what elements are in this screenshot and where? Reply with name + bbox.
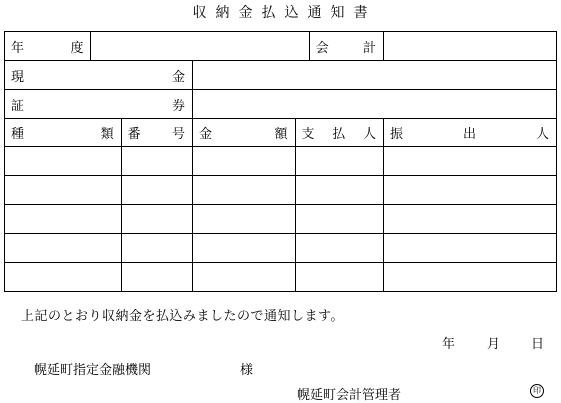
- date-day-label: 日: [531, 337, 545, 352]
- securities-label-1: 証: [11, 98, 25, 114]
- drawer-cell[interactable]: [384, 234, 557, 263]
- amount-cell[interactable]: [193, 176, 296, 205]
- payer-cell[interactable]: [295, 176, 383, 205]
- fiscal-year-label-cell: [5, 32, 91, 61]
- document-title: 収納金払込通知書: [192, 5, 377, 21]
- row-securities: [5, 90, 557, 119]
- number-cell[interactable]: [121, 263, 192, 292]
- table-row: [5, 147, 557, 176]
- table-row: [5, 263, 557, 292]
- date-month-label: 月: [487, 337, 501, 352]
- drawer-header-1: 振: [390, 127, 404, 142]
- number-header-2: 号: [171, 127, 185, 142]
- number-header-1: 番: [127, 127, 141, 142]
- cash-label-2: 金: [171, 69, 185, 85]
- payer-header-1: 支: [301, 127, 315, 142]
- type-cell[interactable]: [5, 176, 122, 205]
- type-cell[interactable]: [5, 234, 122, 263]
- sender-title: 幌延町会計管理者: [297, 388, 402, 403]
- date-year-label: 年: [442, 337, 456, 352]
- row-cash: [5, 61, 557, 90]
- col-header-amount: [193, 119, 296, 147]
- addressee-honorific: 様: [240, 363, 254, 378]
- type-header-1: 種: [11, 127, 25, 142]
- fiscal-year-value-cell[interactable]: [91, 32, 309, 61]
- table-row: [5, 234, 557, 263]
- table-row: [5, 176, 557, 205]
- payer-cell[interactable]: [295, 234, 383, 263]
- fiscal-year-label-2: 度: [70, 40, 84, 56]
- amount-header-1: 金: [199, 127, 213, 142]
- drawer-header-3: 人: [535, 127, 549, 142]
- drawer-header-2: 出: [462, 127, 476, 142]
- accounting-label-1: 会: [315, 40, 329, 56]
- type-cell[interactable]: [5, 205, 122, 234]
- securities-label-2: 券: [171, 98, 185, 114]
- fiscal-year-label-1: 年: [11, 40, 25, 56]
- col-header-payer: [295, 119, 383, 147]
- payer-cell[interactable]: [295, 205, 383, 234]
- type-cell[interactable]: [5, 263, 122, 292]
- type-header-2: 類: [100, 127, 114, 142]
- amount-cell[interactable]: [193, 234, 296, 263]
- securities-value-cell[interactable]: [193, 90, 557, 119]
- amount-cell[interactable]: [193, 147, 296, 176]
- number-cell[interactable]: [121, 176, 192, 205]
- col-header-number: [121, 119, 192, 147]
- drawer-cell[interactable]: [384, 147, 557, 176]
- cash-label-1: 現: [11, 69, 25, 85]
- row-fiscal-year: [5, 32, 557, 61]
- notice-text: 上記のとおり収納金を払込みましたので通知します。: [21, 309, 344, 324]
- payer-cell[interactable]: [295, 263, 383, 292]
- number-cell[interactable]: [121, 147, 192, 176]
- drawer-cell[interactable]: [384, 263, 557, 292]
- row-column-headers: [5, 119, 557, 147]
- seal-icon: 印: [530, 384, 544, 398]
- addressee-bank: 幌延町指定金融機関: [34, 363, 152, 378]
- number-cell[interactable]: [121, 205, 192, 234]
- type-cell[interactable]: [5, 147, 122, 176]
- amount-cell[interactable]: [193, 263, 296, 292]
- payer-cell[interactable]: [295, 147, 383, 176]
- cash-value-cell[interactable]: [193, 61, 557, 90]
- accounting-label-cell: [309, 32, 383, 61]
- drawer-cell[interactable]: [384, 176, 557, 205]
- table-row: [5, 205, 557, 234]
- cash-label-cell: [5, 61, 193, 90]
- amount-header-2: 額: [274, 127, 288, 142]
- accounting-label-2: 計: [362, 40, 376, 56]
- payer-header-3: 人: [362, 127, 376, 142]
- amount-cell[interactable]: [193, 205, 296, 234]
- accounting-value-cell[interactable]: [384, 32, 557, 61]
- drawer-cell[interactable]: [384, 205, 557, 234]
- col-header-type: [5, 119, 122, 147]
- payment-form-table: [4, 31, 557, 292]
- col-header-drawer: [384, 119, 557, 147]
- number-cell[interactable]: [121, 234, 192, 263]
- payer-header-2: 払: [332, 127, 346, 142]
- securities-label-cell: [5, 90, 193, 119]
